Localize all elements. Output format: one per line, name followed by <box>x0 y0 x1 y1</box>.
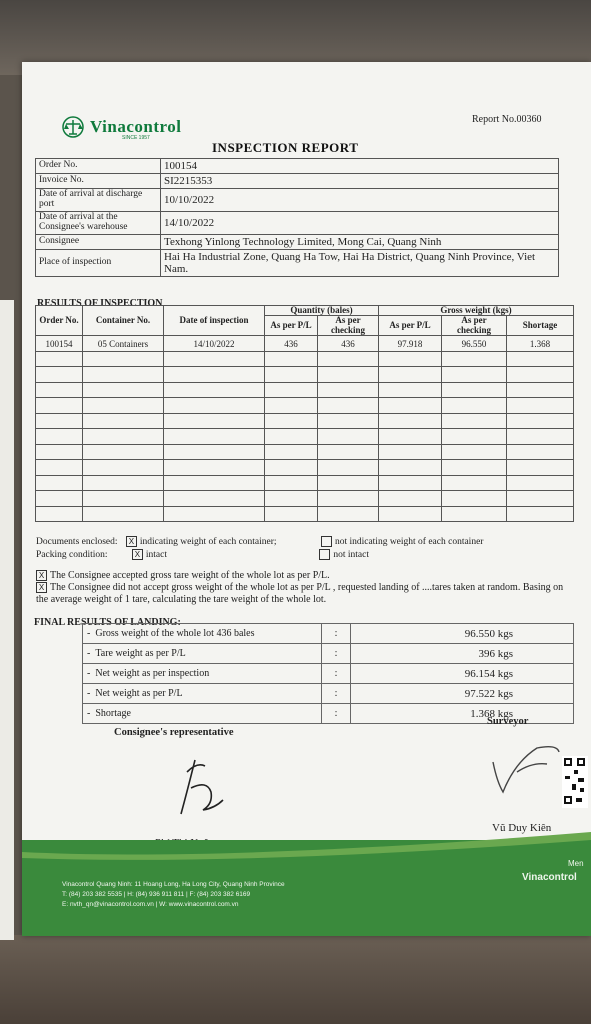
packing-line <box>36 549 576 562</box>
table-row <box>36 491 574 507</box>
final-value: 96.550 kgs <box>351 624 574 644</box>
documents-section <box>36 536 576 562</box>
background-table-surface <box>0 935 591 1024</box>
background-paper-edge <box>0 300 14 940</box>
info-label: Invoice No. <box>36 174 161 189</box>
table-row <box>36 429 574 445</box>
info-row <box>36 211 559 234</box>
info-label: Place of inspection <box>36 249 161 276</box>
info-label: Date of arrival at discharge port <box>36 189 161 212</box>
table-row <box>36 413 574 429</box>
statement-not-accepted-text: The Consignee did not accept gross weight of the whole lot as per P/L , requested landing of ....tares taken at random. Basing on the average weight of 1 tare, calculating the tare weight of the whole lot. <box>36 582 564 605</box>
consignee-signature-title: Consignee's representative <box>114 727 234 738</box>
col-order-no: Order No. <box>36 306 83 336</box>
cell-gw-check: 96.550 <box>442 336 507 352</box>
footer-men-text: Men <box>568 859 584 868</box>
info-row <box>36 159 559 174</box>
final-label: - Gross weight of the whole lot 436 bales <box>83 624 322 644</box>
table-row <box>83 624 574 644</box>
consignee-statements <box>36 570 576 606</box>
checkbox-not-intact <box>319 549 330 560</box>
checkbox-intact: X <box>132 549 143 560</box>
col-qty-check: As per checking <box>318 316 379 336</box>
final-label: - Shortage <box>83 704 322 724</box>
report-paper <box>22 62 591 936</box>
packing-label: Packing condition: <box>36 550 108 560</box>
table-row <box>36 444 574 460</box>
final-sep: : <box>322 624 351 644</box>
table-row <box>36 351 574 367</box>
info-value: 10/10/2022 <box>161 189 559 212</box>
document-title: INSPECTION REPORT <box>212 140 359 155</box>
col-gross-weight: Gross weight (kgs) <box>379 306 574 316</box>
order-info-table <box>35 158 559 277</box>
final-label: - Tare weight as per P/L <box>83 644 322 664</box>
checkbox-not-indicating-weight <box>321 536 332 547</box>
cell-container-no: 05 Containers <box>83 336 164 352</box>
info-row <box>36 249 559 276</box>
consignee-signature-icon <box>167 752 227 822</box>
option-intact: intact <box>145 550 167 560</box>
documents-line <box>36 536 576 549</box>
table-row <box>36 336 574 352</box>
report-number: Report No.00360 <box>472 114 542 125</box>
table-row <box>36 398 574 414</box>
option-not-indicating-weight: not indicating weight of each container <box>334 537 484 547</box>
surveyor-signature-title: Surveyor <box>487 716 529 727</box>
col-container-no: Container No. <box>83 306 164 336</box>
cell-date: 14/10/2022 <box>164 336 265 352</box>
cell-order-no: 100154 <box>36 336 83 352</box>
results-title: RESULTS OF INSPECTION <box>37 298 163 309</box>
final-label: - Net weight as per P/L <box>83 684 322 704</box>
info-value: 14/10/2022 <box>161 211 559 234</box>
table-row <box>36 506 574 522</box>
col-date: Date of inspection <box>164 306 265 336</box>
info-label: Date of arrival at the Consignee's warehouse <box>36 211 161 234</box>
brand-since: SINCE 1957 <box>122 135 150 141</box>
info-value: 100154 <box>161 159 559 174</box>
table-row <box>36 460 574 476</box>
col-gw-pl: As per P/L <box>379 316 442 336</box>
info-label: Order No. <box>36 159 161 174</box>
statement-accepted <box>36 570 576 582</box>
surveyor-name: Vũ Duy Kiên <box>492 822 552 834</box>
option-indicating-weight: indicating weight of each container; <box>139 537 277 547</box>
final-sep: : <box>322 644 351 664</box>
checkbox-indicating-weight: X <box>126 536 137 547</box>
footer-web: E: nvth_qn@vinacontrol.com.vn | W: www.vinacontrol.com.vn <box>62 901 239 908</box>
results-table <box>35 305 574 522</box>
footer-address: Vinacontrol Quang Ninh: 11 Hoang Long, Ha Long City, Quang Ninh Province <box>62 881 285 888</box>
final-value: 97.522 kgs <box>351 684 574 704</box>
final-results-title: FINAL RESULTS OF LANDING: <box>34 617 181 628</box>
cell-qty-pl: 436 <box>265 336 318 352</box>
info-value: Hai Ha Industrial Zone, Quang Ha Tow, Hai Ha District, Quang Ninh Province, Viet Nam. <box>161 249 559 276</box>
cell-qty-check: 436 <box>318 336 379 352</box>
scale-logo-icon <box>62 116 84 138</box>
table-row <box>83 684 574 704</box>
cell-shortage: 1.368 <box>507 336 574 352</box>
table-row <box>36 382 574 398</box>
surveyor-signature-icon <box>487 742 567 802</box>
info-value: SI2215353 <box>161 174 559 189</box>
documents-label: Documents enclosed: <box>36 537 118 547</box>
final-label: - Net weight as per inspection <box>83 664 322 684</box>
final-value: 396 kgs <box>351 644 574 664</box>
col-gw-check: As per checking <box>442 316 507 336</box>
cell-gw-pl: 97.918 <box>379 336 442 352</box>
info-value: Texhong Yinlong Technology Limited, Mong Cai, Quang Ninh <box>161 234 559 249</box>
statement-not-accepted <box>36 582 576 606</box>
info-row <box>36 234 559 249</box>
table-row <box>83 644 574 664</box>
col-quantity: Quantity (bales) <box>265 306 379 316</box>
statement-accepted-text: The Consignee accepted gross tare weight of the whole lot as per P/L. <box>50 570 330 581</box>
footer-brand: Vinacontrol <box>522 872 577 883</box>
footer-phones: T: (84) 203 382 5535 | H: (84) 936 911 811 | F: (84) 203 382 6169 <box>62 891 251 898</box>
final-results-table <box>82 623 574 724</box>
results-header-row <box>36 306 574 316</box>
col-qty-pl: As per P/L <box>265 316 318 336</box>
info-row <box>36 189 559 212</box>
final-value: 1.368 kgs <box>351 704 574 724</box>
info-row <box>36 174 559 189</box>
final-sep: : <box>322 664 351 684</box>
col-shortage: Shortage <box>507 316 574 336</box>
table-row <box>36 367 574 383</box>
checkbox-accepted: X <box>36 570 47 581</box>
option-not-intact: not intact <box>333 550 369 560</box>
final-sep: : <box>322 684 351 704</box>
info-label: Consignee <box>36 234 161 249</box>
footer-wave <box>22 832 591 872</box>
footer-contact <box>62 880 285 910</box>
table-row <box>36 475 574 491</box>
qr-code-icon <box>562 756 588 808</box>
final-sep: : <box>322 704 351 724</box>
final-value: 96.154 kgs <box>351 664 574 684</box>
checkbox-not-accepted: X <box>36 582 47 593</box>
table-row <box>83 664 574 684</box>
brand-name: Vinacontrol <box>90 117 182 136</box>
